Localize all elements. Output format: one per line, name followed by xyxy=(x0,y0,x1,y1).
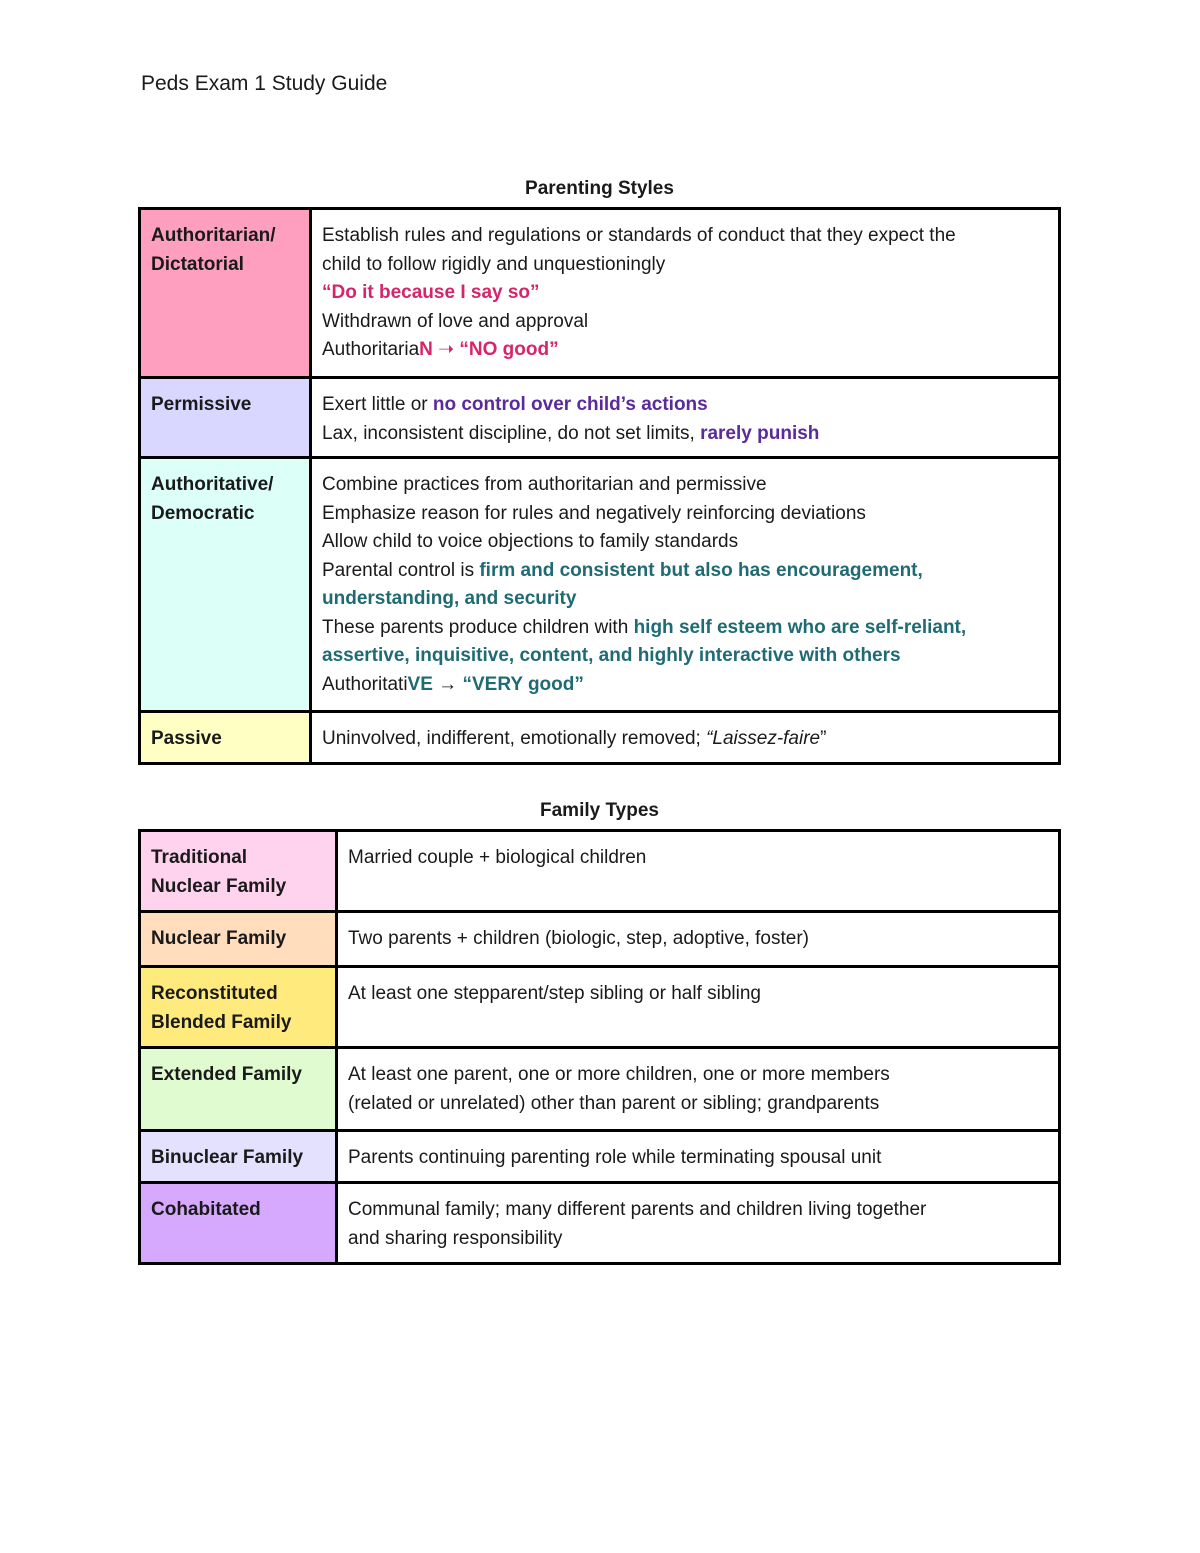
text-line xyxy=(348,980,1048,1009)
parenting-styles-table xyxy=(138,207,1061,765)
reconstituted-label: Reconstituted Blended Family xyxy=(140,967,337,1048)
binuclear-family-description xyxy=(337,1131,1060,1183)
text-line xyxy=(322,279,1048,308)
text-segment: Authoritaria xyxy=(322,339,420,360)
text-segment: Communal family; many different parents and children living together xyxy=(348,1199,927,1220)
text-segment: Married couple + biological children xyxy=(348,847,647,868)
binuclear-family-label: Binuclear Family xyxy=(140,1131,337,1183)
text-segment: Authoritati xyxy=(322,673,408,695)
table-row xyxy=(140,967,1060,1048)
text-segment: Two parents + children (biologic, step, adoptive, foster) xyxy=(348,928,809,949)
text-line xyxy=(322,585,1048,614)
table-row xyxy=(140,1183,1060,1264)
passive-description xyxy=(311,712,1060,764)
text-segment: Parents continuing parenting role while terminating spousal unit xyxy=(348,1147,882,1168)
family-types-table xyxy=(138,829,1061,1265)
text-line xyxy=(348,925,1048,954)
text-segment: Parental control is xyxy=(322,559,480,581)
text-segment: understanding, and security xyxy=(322,588,577,609)
text-line xyxy=(322,642,1048,671)
text-line xyxy=(348,1090,1048,1119)
authoritative-label: Authoritative/ Democratic xyxy=(140,458,311,712)
table-row xyxy=(140,831,1060,912)
table-row xyxy=(140,209,1060,378)
text-segment: VE xyxy=(407,673,433,695)
text-line xyxy=(322,500,1048,529)
text-line xyxy=(348,844,1048,873)
text-line xyxy=(322,251,1048,280)
text-segment: ” xyxy=(820,728,827,749)
nuclear-family-label: Nuclear Family xyxy=(140,912,337,967)
text-segment: (related or unrelated) other than parent or sibling; grandparents xyxy=(348,1092,880,1114)
text-segment: Exert little or xyxy=(322,394,433,415)
table-row xyxy=(140,912,1060,967)
permissive-description xyxy=(311,378,1060,458)
text-segment: assertive, inquisitive, content, and highly interactive with others xyxy=(322,645,901,666)
text-line xyxy=(322,222,1048,251)
text-line xyxy=(348,1196,1048,1225)
text-segment: Uninvolved, indifferent, emotionally removed; xyxy=(322,728,707,749)
traditional-nuclear-label: Traditional Nuclear Family xyxy=(140,831,337,912)
text-segment: “Do it because I say so” xyxy=(322,282,540,303)
permissive-label: Permissive xyxy=(140,378,311,458)
text-line xyxy=(322,725,1048,754)
text-line xyxy=(348,1144,1048,1173)
authoritarian-description xyxy=(311,209,1060,378)
table-row xyxy=(140,712,1060,764)
text-segment: At least one parent, one or more children, one or more members xyxy=(348,1064,890,1085)
family-types-title: Family Types xyxy=(540,800,659,821)
text-line xyxy=(322,528,1048,557)
text-segment: Allow child to voice objections to family standards xyxy=(322,531,739,552)
page-header: Peds Exam 1 Study Guide xyxy=(141,72,388,95)
text-segment: → xyxy=(432,673,463,695)
authoritative-description xyxy=(311,458,1060,712)
passive-label: Passive xyxy=(140,712,311,764)
text-segment: Lax, inconsistent discipline, do not set limits, xyxy=(322,422,701,444)
table-row xyxy=(140,1131,1060,1183)
text-line xyxy=(322,336,1048,365)
authoritarian-label: Authoritarian/ Dictatorial xyxy=(140,209,311,378)
text-segment: Establish rules and regulations or standards of conduct that they expect the xyxy=(322,225,956,246)
text-segment: Emphasize reason for rules and negatively reinforcing deviations xyxy=(322,502,866,524)
text-line xyxy=(322,420,1048,449)
text-line xyxy=(322,614,1048,643)
text-segment: child to follow rigidly and unquestioningly xyxy=(322,253,666,275)
cohabitated-label: Cohabitated xyxy=(140,1183,337,1264)
text-segment: Combine practices from authoritarian and permissive xyxy=(322,474,767,495)
cohabitated-description xyxy=(337,1183,1060,1264)
extended-family-description xyxy=(337,1048,1060,1131)
table-row xyxy=(140,378,1060,458)
text-segment: and sharing responsibility xyxy=(348,1227,563,1249)
text-line xyxy=(322,308,1048,337)
text-segment: “Laissez-faire xyxy=(706,728,821,749)
table-row xyxy=(140,1048,1060,1131)
extended-family-label: Extended Family xyxy=(140,1048,337,1131)
text-segment: “VERY good” xyxy=(462,673,584,695)
text-segment: high self esteem who are self-reliant, xyxy=(633,616,967,638)
text-segment: N ➝ “NO good” xyxy=(419,339,559,360)
text-line xyxy=(322,391,1048,420)
parenting-styles-title: Parenting Styles xyxy=(525,178,674,199)
text-line xyxy=(322,671,1048,700)
reconstituted-description xyxy=(337,967,1060,1048)
text-segment: firm and consistent but also has encouragement, xyxy=(479,559,923,581)
text-line xyxy=(322,471,1048,500)
text-segment: rarely punish xyxy=(700,422,820,444)
text-segment: At least one stepparent/step sibling or half sibling xyxy=(348,983,761,1004)
traditional-nuclear-description xyxy=(337,831,1060,912)
text-segment: no control over child’s actions xyxy=(432,394,708,415)
nuclear-family-description xyxy=(337,912,1060,967)
text-line xyxy=(322,557,1048,586)
table-row xyxy=(140,458,1060,712)
text-line xyxy=(348,1225,1048,1254)
text-segment: Withdrawn of love and approval xyxy=(322,310,589,332)
text-line xyxy=(348,1061,1048,1090)
text-segment: These parents produce children with xyxy=(322,616,634,638)
